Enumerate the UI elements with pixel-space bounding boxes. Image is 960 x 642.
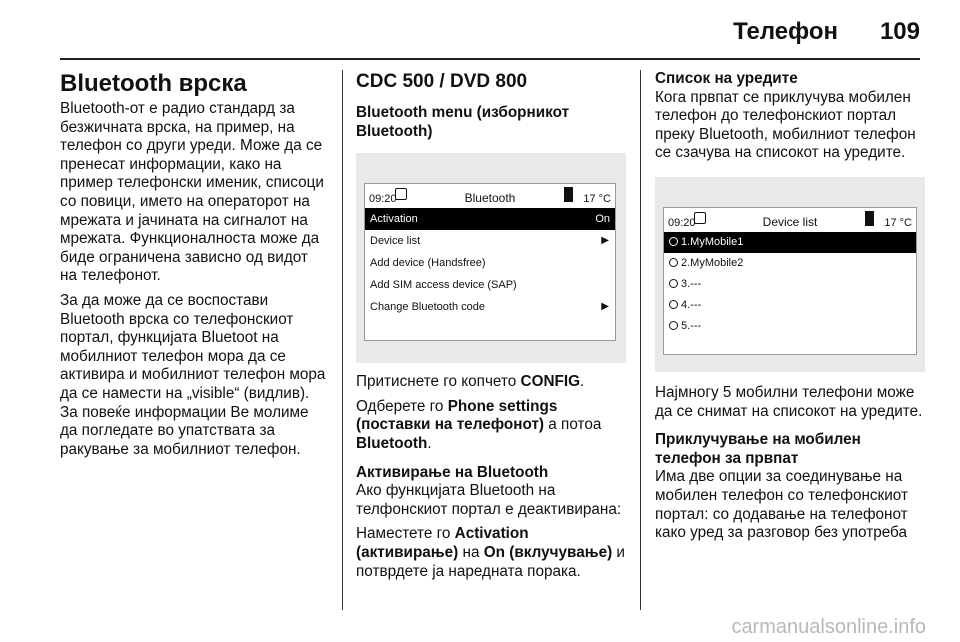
radio-icon	[669, 279, 678, 288]
menu-item-add-sim: Add SIM access device (SAP)	[370, 279, 517, 292]
menu-item-activation: Activation On	[365, 208, 615, 230]
device-row: 1.MyMobile1	[664, 232, 916, 253]
device-row: 3.---	[664, 274, 916, 295]
menu-item-device-list: Device list ▶	[365, 230, 615, 252]
activation-heading: Активирање на Bluetooth	[356, 463, 549, 481]
first-connect-section	[655, 431, 930, 543]
screen-temperature: 17 °C	[884, 216, 912, 229]
screen-time: 09:20	[369, 193, 397, 206]
column-1	[60, 70, 328, 465]
chevron-right-icon: ▶	[601, 235, 609, 247]
device-list-heading: Список на уредите	[655, 70, 798, 87]
phone-battery-icon	[564, 187, 573, 202]
page-number: 109	[879, 18, 920, 45]
device-list-intro: Кога првпат се приклучува мобилен телефон до телефонскиот портал преку Bluetooth, мобилниот телефон се сзачува на списокот на уредите.	[655, 88, 916, 162]
radio-icon	[669, 300, 678, 309]
select-bluetooth-instruction: Одберете го Phone settings (поставки на телефонот) а потоа Bluetooth.	[356, 397, 602, 452]
activation-value: On	[595, 213, 610, 226]
paragraph-1: Bluetooth-от е радио стандард за безжичната врска, на пример, на телефон со други уреди. Може да се пренесат информации, како на пример телефонски именик, списоци со повици, името на операторот на мрежата и јачината на сигналот на мрежата. Функционалноста може да биде ограничена зависно од видот на телефонот.	[60, 100, 324, 285]
chevron-right-icon: ▶	[601, 301, 609, 313]
device-list-image	[655, 177, 925, 372]
radio-icon	[669, 321, 678, 330]
screen-time: 09:20	[668, 216, 696, 229]
device-row: 2.MyMobile2	[664, 253, 916, 274]
screen-status-bar	[365, 184, 615, 208]
device-row: 5.---	[664, 316, 916, 337]
phone-battery-icon	[865, 211, 874, 226]
first-connect-heading: Приклучување на мобилен телефон за првпат	[655, 431, 861, 467]
screen-status-bar	[664, 208, 916, 232]
watermark: carmanualsonline.info	[731, 616, 926, 638]
paragraph-2: За да може да се воспостави Bluetooth врска со телефонскиот портал, функцијата Bluetoot на мобилниот телефон мора да се активира и мобилниот телефон мора да се намести на „visible“ (видлив). За повеќе информации Ве молиме да погледате во упатствата за ракување за мобилниот телефон.	[60, 291, 326, 458]
menu-item-add-device: Add device (Handsfree)	[370, 257, 486, 270]
column-2	[356, 70, 626, 587]
radio-icon	[669, 258, 678, 267]
press-config-instruction: Притиснете го копчето CONFIG.	[356, 373, 585, 391]
column-divider-1	[342, 70, 343, 610]
section-title-cdc: CDC 500 / DVD 800	[356, 71, 528, 92]
section-title: Bluetooth врска	[60, 70, 247, 97]
page-header	[0, 0, 960, 58]
header-rule	[60, 58, 920, 60]
menu-item-change-code: Change Bluetooth code ▶	[365, 296, 615, 318]
device-row: 4.---	[664, 295, 916, 316]
bluetooth-screen	[364, 183, 616, 341]
set-activation-instruction: Наместете го Activation (активирање) на On (вклучување) и потврдете ја наредната порака.	[356, 525, 625, 580]
radio-icon	[669, 237, 678, 246]
device-list-screen	[663, 207, 917, 355]
screen-title: Device list	[762, 214, 818, 229]
column-3	[655, 70, 930, 549]
activation-section	[356, 464, 626, 582]
subsection-title: Bluetooth menu (изборникот Bluetooth)	[356, 104, 570, 140]
header-title: Телефон	[733, 18, 838, 45]
column-divider-2	[640, 70, 641, 610]
screen-title: Bluetooth	[464, 191, 516, 206]
activation-text: Ако функцијата Bluetooth на телфонскиот портал е деактивирана:	[356, 482, 622, 518]
first-connect-text: Има две опции за соединување на мобилен телефон со телефонскиот портал: со додавање на телефонот како уред за разговор без употреба	[655, 468, 908, 542]
screen-temperature: 17 °C	[583, 193, 611, 206]
device-limit-text: Најмногу 5 мобилни телефони може да се снимат на списокот на уредите.	[655, 383, 923, 420]
bluetooth-menu-image	[356, 153, 626, 363]
